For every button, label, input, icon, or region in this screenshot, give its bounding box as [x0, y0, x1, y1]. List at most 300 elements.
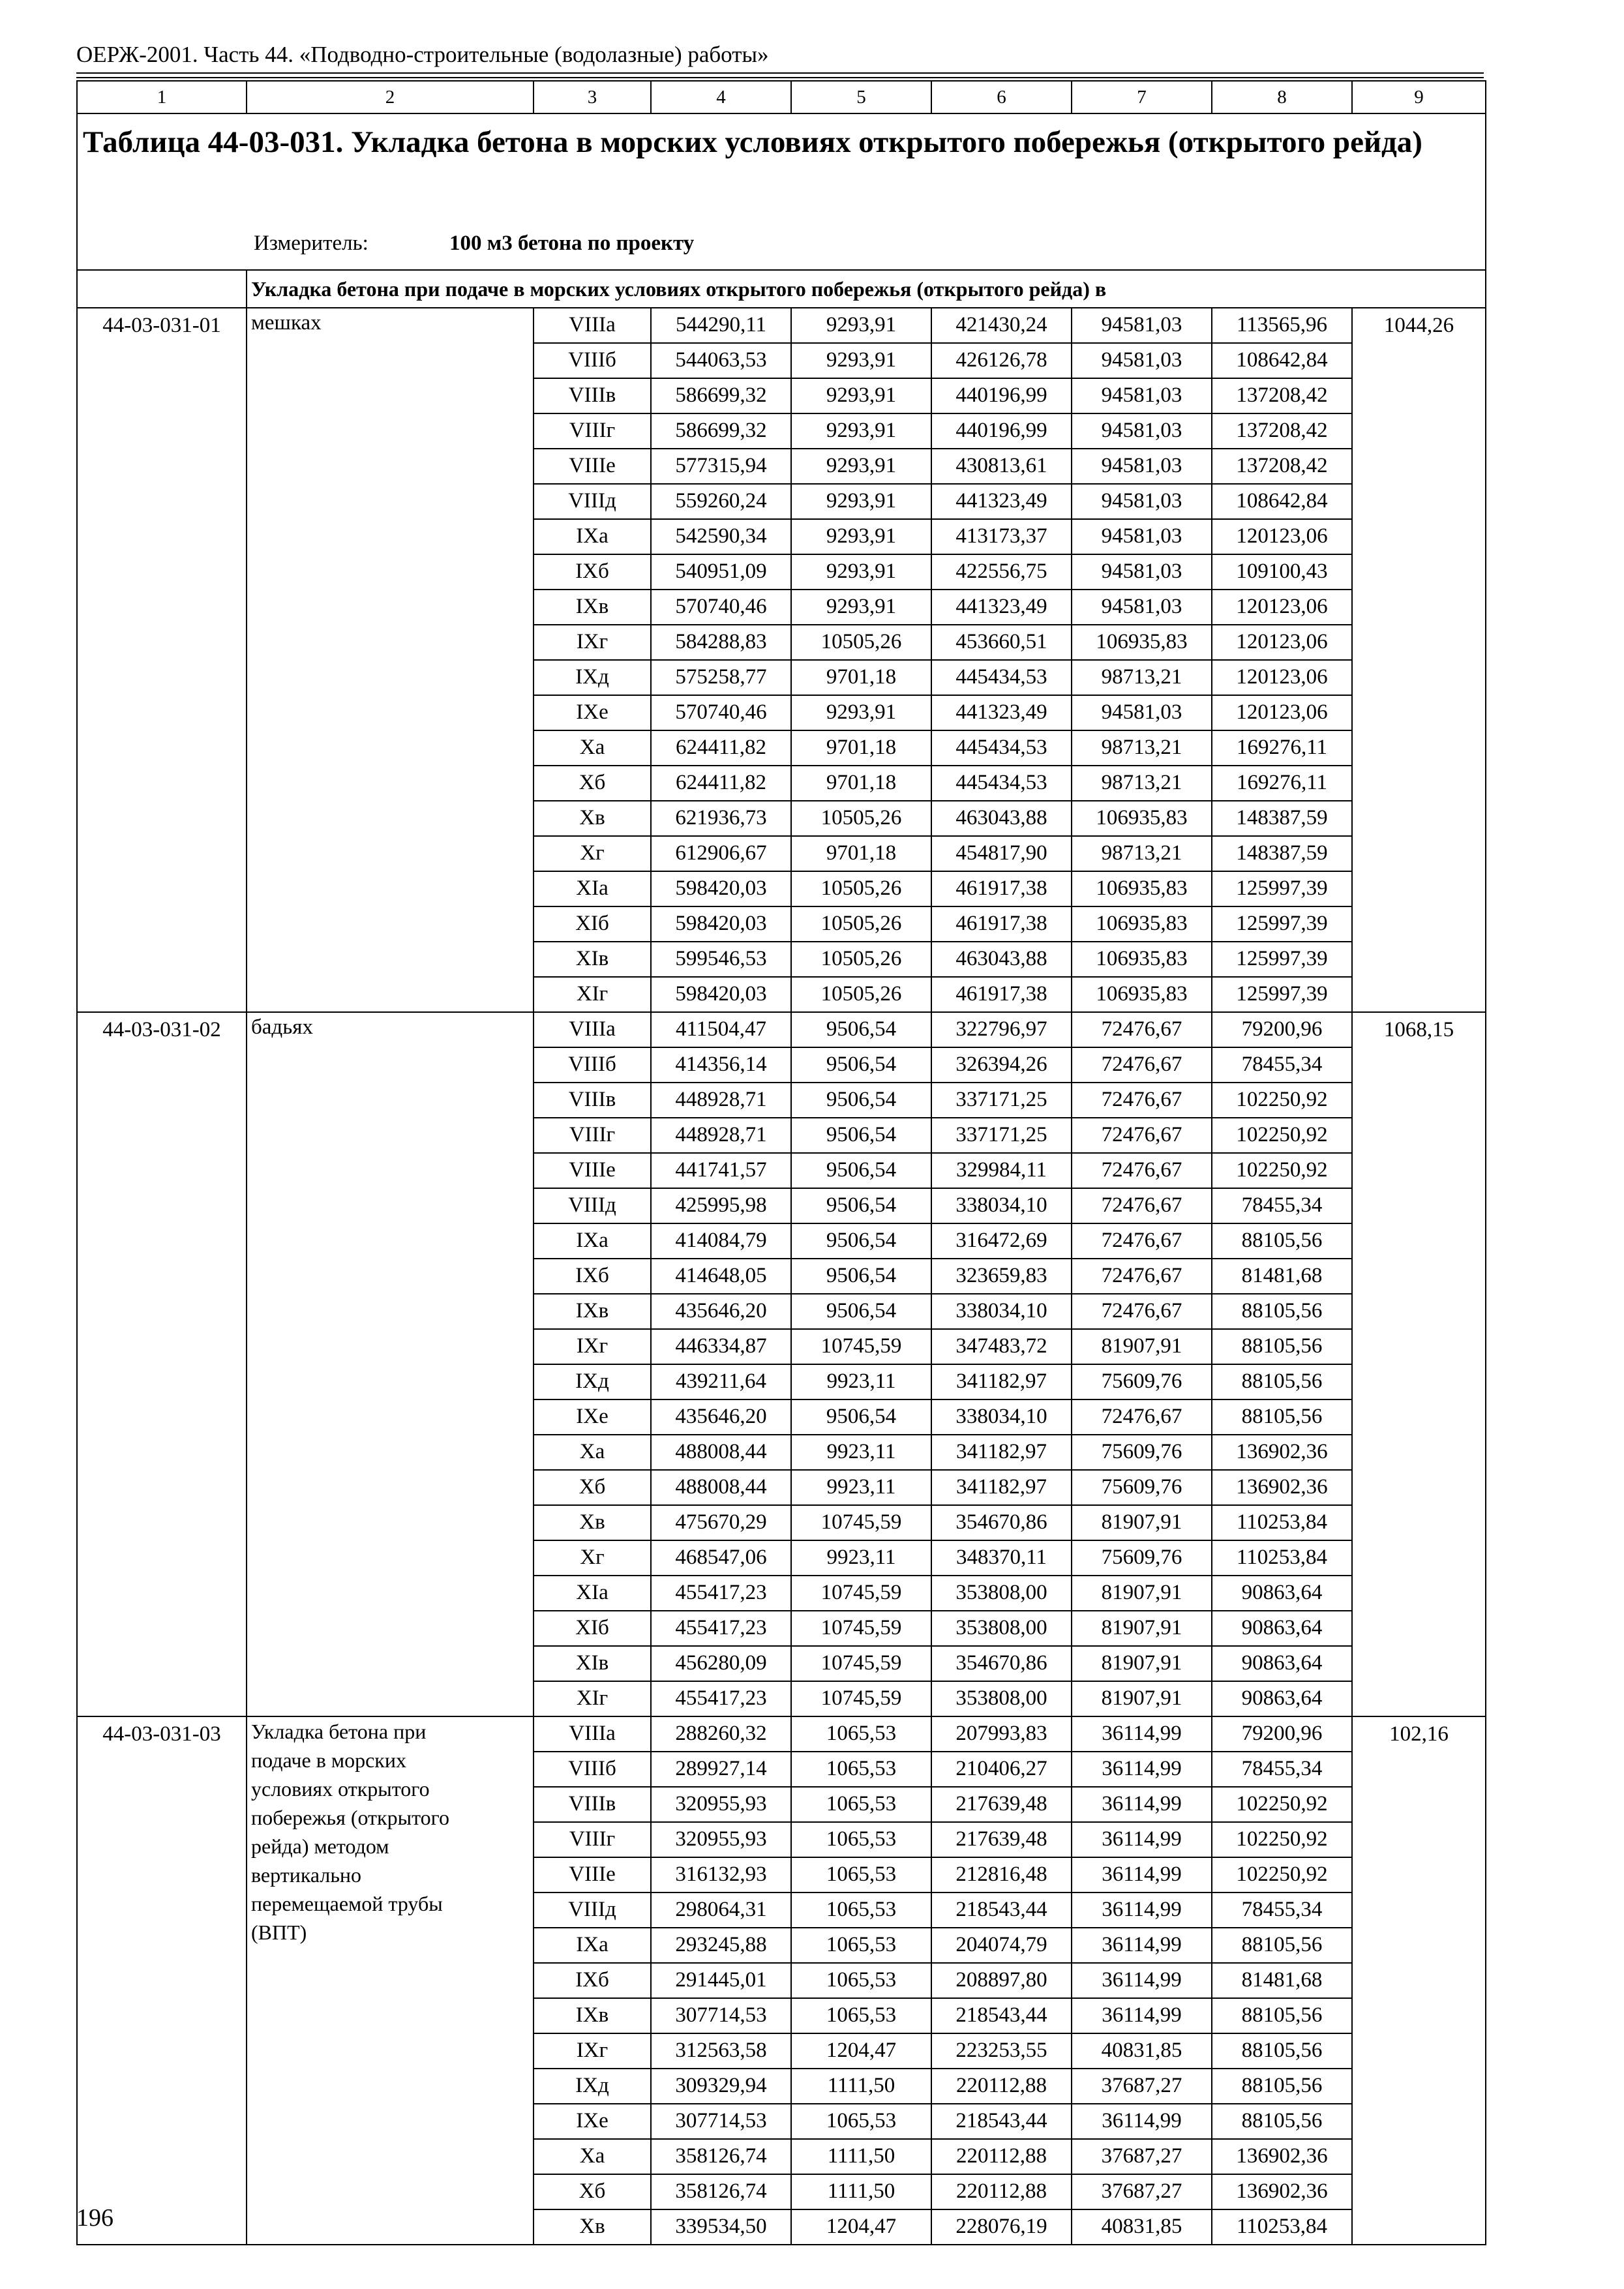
- cost-value: 109100,43: [1212, 554, 1352, 590]
- cost-value: 338034,10: [931, 1399, 1072, 1435]
- cost-value: 414356,14: [651, 1047, 791, 1083]
- cost-value: 120123,06: [1212, 519, 1352, 554]
- column-number: 1: [77, 81, 247, 113]
- cost-value: 461917,38: [931, 906, 1072, 942]
- column-number: 9: [1352, 81, 1486, 113]
- zone-index: VIIIд: [534, 484, 651, 519]
- header-rule: [76, 72, 1484, 74]
- cost-value: 81481,68: [1212, 1963, 1352, 1998]
- zone-index: IXг: [534, 625, 651, 660]
- zone-index: XIв: [534, 942, 651, 977]
- cost-value: 358126,74: [651, 2139, 791, 2174]
- cost-value: 90863,64: [1212, 1681, 1352, 1716]
- cost-value: 81907,91: [1072, 1611, 1212, 1646]
- cost-value: 10505,26: [791, 801, 931, 836]
- cost-value: 88105,56: [1212, 1329, 1352, 1364]
- cost-value: 72476,67: [1072, 1153, 1212, 1188]
- cost-value: 218543,44: [931, 1893, 1072, 1928]
- table-row: [77, 308, 1486, 343]
- cost-value: 9701,18: [791, 660, 931, 695]
- cost-value: 293245,88: [651, 1928, 791, 1963]
- zone-index: VIIIв: [534, 1083, 651, 1118]
- cost-value: 298064,31: [651, 1893, 791, 1928]
- cost-value: 36114,99: [1072, 1752, 1212, 1787]
- cost-value: 212816,48: [931, 1857, 1072, 1893]
- cost-value: 36114,99: [1072, 1928, 1212, 1963]
- cost-value: 94581,03: [1072, 695, 1212, 730]
- cost-value: 559260,24: [651, 484, 791, 519]
- cost-value: 125997,39: [1212, 871, 1352, 906]
- cost-value: 9506,54: [791, 1083, 931, 1118]
- rate-code: 44-03-031-03: [77, 1716, 247, 2245]
- cost-value: 624411,82: [651, 730, 791, 766]
- description-line: вертикально: [251, 1863, 362, 1887]
- cost-value: 448928,71: [651, 1083, 791, 1118]
- cost-value: 88105,56: [1212, 1223, 1352, 1259]
- cost-value: 94581,03: [1072, 413, 1212, 449]
- cost-value: 1065,53: [791, 1716, 931, 1752]
- cost-value: 542590,34: [651, 519, 791, 554]
- cost-value: 445434,53: [931, 730, 1072, 766]
- labor-value: 1044,26: [1352, 308, 1486, 1012]
- cost-value: 120123,06: [1212, 695, 1352, 730]
- description-line: подаче в морских: [251, 1748, 406, 1772]
- column-number: 3: [534, 81, 651, 113]
- cost-value: 217639,48: [931, 1822, 1072, 1857]
- cost-value: 621936,73: [651, 801, 791, 836]
- zone-index: Xа: [534, 1435, 651, 1470]
- cost-value: 575258,77: [651, 660, 791, 695]
- zone-index: XIб: [534, 906, 651, 942]
- cost-value: 120123,06: [1212, 660, 1352, 695]
- cost-value: 108642,84: [1212, 343, 1352, 378]
- cost-value: 220112,88: [931, 2069, 1072, 2104]
- zone-index: IXа: [534, 519, 651, 554]
- cost-value: 1065,53: [791, 1893, 931, 1928]
- cost-value: 125997,39: [1212, 942, 1352, 977]
- cost-value: 94581,03: [1072, 484, 1212, 519]
- cost-value: 337171,25: [931, 1118, 1072, 1153]
- cost-value: 81481,68: [1212, 1259, 1352, 1294]
- column-number: 6: [931, 81, 1072, 113]
- table-body: [77, 81, 1486, 2245]
- zone-index: VIIIе: [534, 449, 651, 484]
- labor-value: 102,16: [1352, 1716, 1486, 2245]
- cost-value: 10505,26: [791, 625, 931, 660]
- cost-value: 322796,97: [931, 1012, 1072, 1047]
- cost-value: 455417,23: [651, 1576, 791, 1611]
- cost-value: 75609,76: [1072, 1435, 1212, 1470]
- cost-value: 413173,37: [931, 519, 1072, 554]
- zone-index: XIб: [534, 1611, 651, 1646]
- cost-value: 544063,53: [651, 343, 791, 378]
- cost-value: 40831,85: [1072, 2209, 1212, 2245]
- zone-index: IXа: [534, 1223, 651, 1259]
- cost-value: 72476,67: [1072, 1188, 1212, 1223]
- cost-value: 9923,11: [791, 1540, 931, 1576]
- cost-value: 570740,46: [651, 695, 791, 730]
- table-row: [77, 1716, 1486, 1752]
- zone-index: IXд: [534, 2069, 651, 2104]
- section-empty-cell: [77, 270, 247, 308]
- cost-value: 137208,42: [1212, 378, 1352, 413]
- cost-value: 354670,86: [931, 1505, 1072, 1540]
- description-line: рейда) методом: [251, 1834, 389, 1858]
- cost-value: 461917,38: [931, 977, 1072, 1012]
- cost-value: 78455,34: [1212, 1047, 1352, 1083]
- cost-value: 102250,92: [1212, 1857, 1352, 1893]
- cost-value: 36114,99: [1072, 1893, 1212, 1928]
- cost-value: 430813,61: [931, 449, 1072, 484]
- column-number: 7: [1072, 81, 1212, 113]
- description-line: побережья (открытого: [251, 1806, 449, 1829]
- cost-value: 9506,54: [791, 1399, 931, 1435]
- zone-index: IXд: [534, 1364, 651, 1399]
- zone-index: VIIIг: [534, 1118, 651, 1153]
- zone-index: VIIIг: [534, 1822, 651, 1857]
- column-number: 4: [651, 81, 791, 113]
- labor-value: 1068,15: [1352, 1012, 1486, 1716]
- cost-value: 36114,99: [1072, 1963, 1212, 1998]
- cost-value: 110253,84: [1212, 1540, 1352, 1576]
- cost-value: 1111,50: [791, 2139, 931, 2174]
- zone-index: Xв: [534, 2209, 651, 2245]
- cost-value: 577315,94: [651, 449, 791, 484]
- cost-value: 75609,76: [1072, 1364, 1212, 1399]
- cost-value: 1065,53: [791, 1963, 931, 1998]
- cost-value: 599546,53: [651, 942, 791, 977]
- cost-value: 455417,23: [651, 1611, 791, 1646]
- cost-value: 323659,83: [931, 1259, 1072, 1294]
- cost-value: 110253,84: [1212, 2209, 1352, 2245]
- cost-value: 1065,53: [791, 1998, 931, 2033]
- cost-value: 208897,80: [931, 1963, 1072, 1998]
- cost-value: 10745,59: [791, 1646, 931, 1681]
- cost-value: 125997,39: [1212, 906, 1352, 942]
- cost-value: 353808,00: [931, 1576, 1072, 1611]
- cost-value: 72476,67: [1072, 1259, 1212, 1294]
- cost-value: 454817,90: [931, 836, 1072, 871]
- cost-value: 9293,91: [791, 519, 931, 554]
- cost-value: 75609,76: [1072, 1540, 1212, 1576]
- cost-value: 453660,51: [931, 625, 1072, 660]
- cost-value: 439211,64: [651, 1364, 791, 1399]
- cost-value: 102250,92: [1212, 1153, 1352, 1188]
- cost-value: 98713,21: [1072, 766, 1212, 801]
- cost-value: 1204,47: [791, 2033, 931, 2069]
- cost-value: 435646,20: [651, 1294, 791, 1329]
- cost-value: 9293,91: [791, 449, 931, 484]
- measure-label: Измеритель:: [254, 232, 368, 255]
- cost-value: 106935,83: [1072, 625, 1212, 660]
- cost-value: 148387,59: [1212, 836, 1352, 871]
- cost-value: 37687,27: [1072, 2174, 1212, 2209]
- zone-index: IXг: [534, 2033, 651, 2069]
- zone-index: VIIIа: [534, 308, 651, 343]
- cost-value: 94581,03: [1072, 378, 1212, 413]
- cost-value: 106935,83: [1072, 942, 1212, 977]
- cost-value: 72476,67: [1072, 1223, 1212, 1259]
- zone-index: IXг: [534, 1329, 651, 1364]
- table-title-cell: [77, 113, 1486, 270]
- cost-value: 9923,11: [791, 1435, 931, 1470]
- cost-value: 584288,83: [651, 625, 791, 660]
- cost-value: 456280,09: [651, 1646, 791, 1681]
- cost-value: 94581,03: [1072, 308, 1212, 343]
- description-line: Укладка бетона при: [251, 1720, 427, 1743]
- zone-index: XIа: [534, 871, 651, 906]
- cost-value: 354670,86: [931, 1646, 1072, 1681]
- cost-value: 9506,54: [791, 1259, 931, 1294]
- cost-value: 125997,39: [1212, 977, 1352, 1012]
- measure-value: 100 м3 бетона по проекту: [449, 232, 695, 255]
- cost-value: 463043,88: [931, 801, 1072, 836]
- cost-value: 9506,54: [791, 1047, 931, 1083]
- table-title-row: [77, 113, 1486, 270]
- cost-value: 544290,11: [651, 308, 791, 343]
- zone-index: Xг: [534, 836, 651, 871]
- cost-value: 90863,64: [1212, 1646, 1352, 1681]
- cost-value: 468547,06: [651, 1540, 791, 1576]
- rate-code: 44-03-031-02: [77, 1012, 247, 1716]
- zone-index: Xв: [534, 801, 651, 836]
- cost-value: 9506,54: [791, 1118, 931, 1153]
- cost-value: 37687,27: [1072, 2139, 1212, 2174]
- zone-index: Xб: [534, 766, 651, 801]
- cost-value: 94581,03: [1072, 343, 1212, 378]
- cost-value: 72476,67: [1072, 1083, 1212, 1118]
- zone-index: IXе: [534, 695, 651, 730]
- cost-value: 316472,69: [931, 1223, 1072, 1259]
- table-row: [77, 1012, 1486, 1047]
- cost-value: 421430,24: [931, 308, 1072, 343]
- cost-value: 228076,19: [931, 2209, 1072, 2245]
- cost-value: 102250,92: [1212, 1083, 1352, 1118]
- page-number: 196: [76, 2204, 113, 2232]
- cost-value: 94581,03: [1072, 554, 1212, 590]
- cost-value: 106935,83: [1072, 906, 1212, 942]
- cost-value: 309329,94: [651, 2069, 791, 2104]
- cost-value: 624411,82: [651, 766, 791, 801]
- cost-value: 1065,53: [791, 1822, 931, 1857]
- cost-value: 9293,91: [791, 308, 931, 343]
- cost-value: 220112,88: [931, 2139, 1072, 2174]
- cost-value: 339534,50: [651, 2209, 791, 2245]
- cost-value: 218543,44: [931, 1998, 1072, 2033]
- zone-index: VIIIд: [534, 1893, 651, 1928]
- cost-value: 120123,06: [1212, 625, 1352, 660]
- cost-value: 586699,32: [651, 413, 791, 449]
- cost-value: 113565,96: [1212, 308, 1352, 343]
- description-line: перемещаемой трубы: [251, 1892, 443, 1915]
- cost-value: 10745,59: [791, 1329, 931, 1364]
- cost-value: 81907,91: [1072, 1646, 1212, 1681]
- cost-value: 90863,64: [1212, 1611, 1352, 1646]
- column-number: 2: [247, 81, 534, 113]
- cost-value: 72476,67: [1072, 1012, 1212, 1047]
- cost-value: 9293,91: [791, 413, 931, 449]
- cost-value: 422556,75: [931, 554, 1072, 590]
- cost-value: 81907,91: [1072, 1681, 1212, 1716]
- cost-value: 586699,32: [651, 378, 791, 413]
- cost-value: 9701,18: [791, 766, 931, 801]
- zone-index: Xб: [534, 2174, 651, 2209]
- cost-value: 1111,50: [791, 2174, 931, 2209]
- zone-index: XIг: [534, 1681, 651, 1716]
- cost-value: 1065,53: [791, 1928, 931, 1963]
- zone-index: XIг: [534, 977, 651, 1012]
- cost-value: 461917,38: [931, 871, 1072, 906]
- cost-value: 441741,57: [651, 1153, 791, 1188]
- cost-value: 9293,91: [791, 590, 931, 625]
- cost-value: 136902,36: [1212, 2139, 1352, 2174]
- zone-index: IXа: [534, 1928, 651, 1963]
- cost-value: 78455,34: [1212, 1752, 1352, 1787]
- cost-value: 36114,99: [1072, 2104, 1212, 2139]
- cost-value: 312563,58: [651, 2033, 791, 2069]
- cost-value: 94581,03: [1072, 519, 1212, 554]
- cost-value: 338034,10: [931, 1188, 1072, 1223]
- cost-value: 10745,59: [791, 1611, 931, 1646]
- zone-index: XIв: [534, 1646, 651, 1681]
- cost-value: 9506,54: [791, 1223, 931, 1259]
- cost-value: 137208,42: [1212, 413, 1352, 449]
- cost-value: 10505,26: [791, 942, 931, 977]
- cost-value: 10745,59: [791, 1576, 931, 1611]
- cost-value: 102250,92: [1212, 1822, 1352, 1857]
- zone-index: Xб: [534, 1470, 651, 1505]
- description-line: (ВПТ): [251, 1921, 307, 1944]
- cost-value: 94581,03: [1072, 449, 1212, 484]
- cost-value: 347483,72: [931, 1329, 1072, 1364]
- cost-value: 9293,91: [791, 554, 931, 590]
- cost-value: 204074,79: [931, 1928, 1072, 1963]
- cost-value: 120123,06: [1212, 590, 1352, 625]
- cost-value: 1065,53: [791, 1752, 931, 1787]
- zone-index: Xа: [534, 730, 651, 766]
- cost-value: 36114,99: [1072, 1998, 1212, 2033]
- zone-index: IXв: [534, 590, 651, 625]
- cost-value: 440196,99: [931, 378, 1072, 413]
- cost-value: 9293,91: [791, 484, 931, 519]
- cost-value: 10505,26: [791, 977, 931, 1012]
- cost-value: 40831,85: [1072, 2033, 1212, 2069]
- cost-value: 9293,91: [791, 695, 931, 730]
- cost-value: 414648,05: [651, 1259, 791, 1294]
- zone-index: XIа: [534, 1576, 651, 1611]
- cost-value: 78455,34: [1212, 1893, 1352, 1928]
- cost-value: 320955,93: [651, 1787, 791, 1822]
- cost-value: 288260,32: [651, 1716, 791, 1752]
- cost-value: 9293,91: [791, 378, 931, 413]
- zone-index: IXе: [534, 1399, 651, 1435]
- cost-value: 9506,54: [791, 1188, 931, 1223]
- column-number: 8: [1212, 81, 1352, 113]
- cost-value: 88105,56: [1212, 1399, 1352, 1435]
- cost-value: 102250,92: [1212, 1118, 1352, 1153]
- cost-value: 90863,64: [1212, 1576, 1352, 1611]
- zone-index: IXв: [534, 1998, 651, 2033]
- cost-value: 217639,48: [931, 1787, 1072, 1822]
- zone-index: VIIIе: [534, 1153, 651, 1188]
- zone-index: VIIIа: [534, 1012, 651, 1047]
- cost-value: 169276,11: [1212, 766, 1352, 801]
- cost-value: 75609,76: [1072, 1470, 1212, 1505]
- cost-value: 326394,26: [931, 1047, 1072, 1083]
- zone-index: VIIIе: [534, 1857, 651, 1893]
- cost-value: 1111,50: [791, 2069, 931, 2104]
- cost-value: 220112,88: [931, 2174, 1072, 2209]
- zone-index: VIIIб: [534, 1752, 651, 1787]
- zone-index: VIIIа: [534, 1716, 651, 1752]
- cost-value: 9701,18: [791, 730, 931, 766]
- cost-value: 10505,26: [791, 871, 931, 906]
- cost-value: 446334,87: [651, 1329, 791, 1364]
- rates-table: [76, 80, 1486, 2245]
- cost-value: 1065,53: [791, 1857, 931, 1893]
- zone-index: Xг: [534, 1540, 651, 1576]
- cost-value: 218543,44: [931, 2104, 1072, 2139]
- cost-value: 106935,83: [1072, 801, 1212, 836]
- cost-value: 79200,96: [1212, 1716, 1352, 1752]
- cost-value: 289927,14: [651, 1752, 791, 1787]
- cost-value: 598420,03: [651, 977, 791, 1012]
- cost-value: 435646,20: [651, 1399, 791, 1435]
- cost-value: 540951,09: [651, 554, 791, 590]
- cost-value: 440196,99: [931, 413, 1072, 449]
- cost-value: 307714,53: [651, 2104, 791, 2139]
- cost-value: 88105,56: [1212, 2069, 1352, 2104]
- cost-value: 358126,74: [651, 2174, 791, 2209]
- cost-value: 72476,67: [1072, 1118, 1212, 1153]
- cost-value: 98713,21: [1072, 660, 1212, 695]
- cost-value: 169276,11: [1212, 730, 1352, 766]
- cost-value: 598420,03: [651, 871, 791, 906]
- cost-value: 88105,56: [1212, 2104, 1352, 2139]
- cost-value: 137208,42: [1212, 449, 1352, 484]
- zone-index: VIIIб: [534, 343, 651, 378]
- cost-value: 463043,88: [931, 942, 1072, 977]
- cost-value: 36114,99: [1072, 1716, 1212, 1752]
- cost-value: 9701,18: [791, 836, 931, 871]
- description-line: условиях открытого: [251, 1777, 430, 1801]
- zone-index: IXб: [534, 554, 651, 590]
- cost-value: 426126,78: [931, 343, 1072, 378]
- cost-value: 441323,49: [931, 484, 1072, 519]
- column-number: 5: [791, 81, 931, 113]
- cost-value: 291445,01: [651, 1963, 791, 1998]
- cost-value: 72476,67: [1072, 1047, 1212, 1083]
- cost-value: 353808,00: [931, 1611, 1072, 1646]
- cost-value: 9923,11: [791, 1470, 931, 1505]
- cost-value: 88105,56: [1212, 2033, 1352, 2069]
- cost-value: 210406,27: [931, 1752, 1072, 1787]
- cost-value: 81907,91: [1072, 1505, 1212, 1540]
- cost-value: 338034,10: [931, 1294, 1072, 1329]
- rate-description: мешках: [247, 308, 534, 1012]
- cost-value: 98713,21: [1072, 836, 1212, 871]
- cost-value: 598420,03: [651, 906, 791, 942]
- cost-value: 1065,53: [791, 1787, 931, 1822]
- cost-value: 1204,47: [791, 2209, 931, 2245]
- cost-value: 488008,44: [651, 1470, 791, 1505]
- zone-index: Xа: [534, 2139, 651, 2174]
- cost-value: 81907,91: [1072, 1576, 1212, 1611]
- cost-value: 223253,55: [931, 2033, 1072, 2069]
- cost-value: 445434,53: [931, 766, 1072, 801]
- zone-index: VIIIб: [534, 1047, 651, 1083]
- cost-value: 110253,84: [1212, 1505, 1352, 1540]
